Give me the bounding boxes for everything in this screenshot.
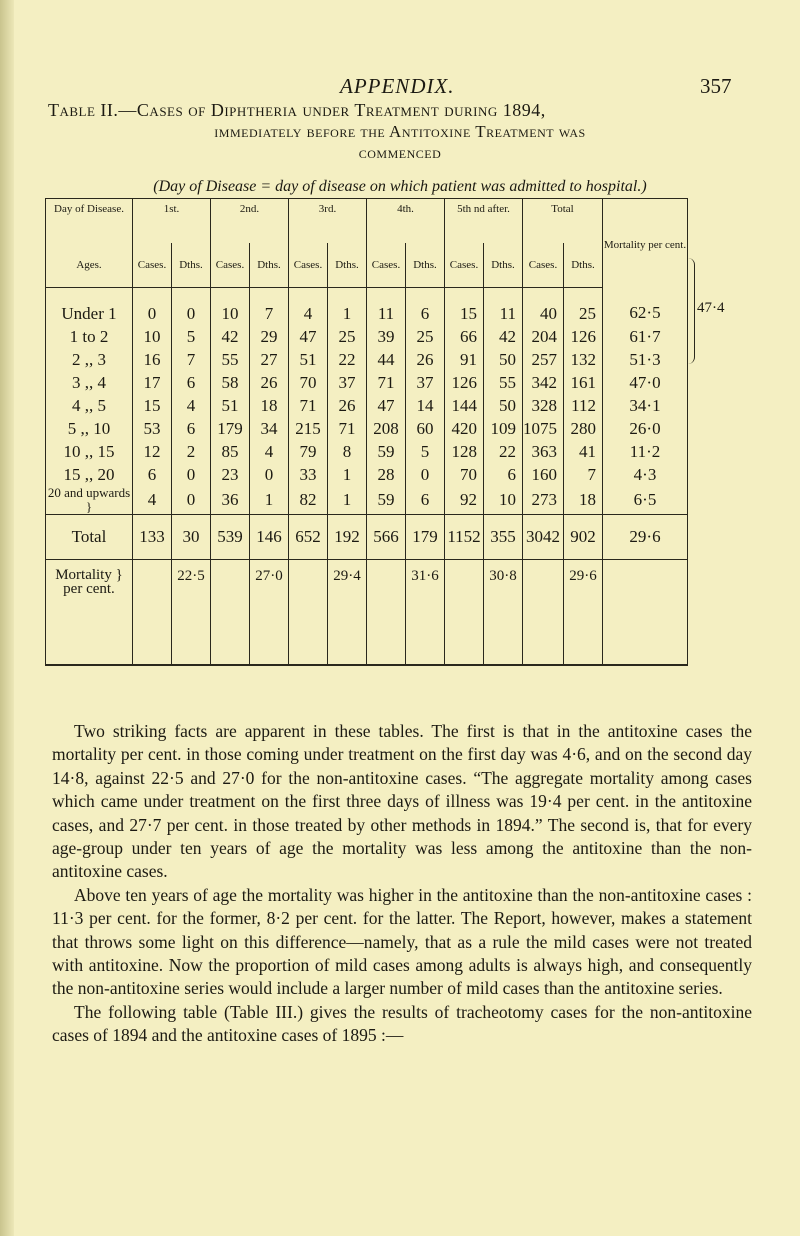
deaths-value: 26 bbox=[250, 371, 289, 394]
cases-header: Cases. bbox=[445, 243, 484, 288]
deaths-value: 1 bbox=[328, 288, 367, 326]
cases-value: 128 bbox=[445, 440, 484, 463]
cases-header: Cases. bbox=[289, 243, 328, 288]
day-header: 3rd. bbox=[289, 199, 367, 244]
cases-header: Cases. bbox=[133, 243, 172, 288]
day-of-disease-header: Day of Disease. bbox=[46, 199, 133, 244]
cases-value: 91 bbox=[445, 348, 484, 371]
table-row bbox=[46, 486, 688, 515]
day-header: 1st. bbox=[133, 199, 211, 244]
deaths-header: Dths. bbox=[328, 243, 367, 288]
deaths-value: 22 bbox=[328, 348, 367, 371]
deaths-value: 5 bbox=[406, 440, 445, 463]
mortality-percent: 27·0 bbox=[250, 560, 289, 666]
cases-value: 328 bbox=[523, 394, 564, 417]
deaths-value: 50 bbox=[484, 348, 523, 371]
cases-value: 85 bbox=[211, 440, 250, 463]
mortality-percent: 31·6 bbox=[406, 560, 445, 666]
mortality-value: 6·5 bbox=[603, 486, 688, 515]
cases-value: 0 bbox=[133, 288, 172, 326]
empty-cell bbox=[211, 560, 250, 666]
deaths-value: 6 bbox=[172, 417, 211, 440]
deaths-value: 26 bbox=[406, 348, 445, 371]
paragraph: Above ten years of age the mortality was higher in the antitoxine than the non-antitoxine cases : 11·3 per cent. for the former, 8·2 per cent. for the latter. The Report, however, makes a statement that throws some light on this difference—namely, that as a rule the mild cases were not treated with antitoxine. Now the proportion of mild cases among adults is always high, and consequently the non-antitoxine series would include a larger number of mild cases than the antitoxine series. bbox=[52, 884, 752, 999]
table-row bbox=[46, 371, 688, 394]
deaths-value: 25 bbox=[328, 325, 367, 348]
deaths-value: 7 bbox=[172, 348, 211, 371]
cases-value: 47 bbox=[367, 394, 406, 417]
cases-value: 28 bbox=[367, 463, 406, 486]
cases-value: 257 bbox=[523, 348, 564, 371]
page-number: 357 bbox=[700, 74, 732, 98]
table-row bbox=[46, 463, 688, 486]
total-mortality: 29·6 bbox=[603, 515, 688, 560]
cases-value: 1075 bbox=[523, 417, 564, 440]
deaths-value: 2 bbox=[172, 440, 211, 463]
paragraph: Two striking facts are apparent in these tables. The first is that in the antitoxine cases the mortality per cent. in those coming under treatment on the first day was 4·6, and on the second day 14·8, against 22·5 and 27·0 for the non-antitoxine cases. “The aggregate mortality among cases which came under treatment on the first three days of illness was 19·4 per cent. in the antitoxine cases, and 27·7 per cent. in those treated by other methods in 1894.” The second is, that for every age-group under ten years of age the mortality was less among the antitoxine than the non-antitoxine cases. bbox=[52, 721, 752, 882]
cases-header: Cases. bbox=[211, 243, 250, 288]
deaths-value: 6 bbox=[172, 371, 211, 394]
deaths-value: 7 bbox=[564, 463, 603, 486]
cases-value: 179 bbox=[211, 417, 250, 440]
mortality-value: 47·0 bbox=[603, 371, 688, 394]
mortality-value: 62·5 bbox=[603, 288, 688, 326]
deaths-value: 18 bbox=[564, 486, 603, 515]
age-group: 1 to 2 bbox=[46, 325, 133, 348]
cases-value: 33 bbox=[289, 463, 328, 486]
paragraph: The following table (Table III.) gives the results of tracheotomy cases for the non-antitoxine cases of 1894 and the antitoxine cases of 1895 :— bbox=[52, 1001, 752, 1046]
brace-icon bbox=[688, 258, 695, 364]
deaths-value: 112 bbox=[564, 394, 603, 417]
deaths-value: 11 bbox=[484, 288, 523, 326]
deaths-value: 22 bbox=[484, 440, 523, 463]
cases-value: 23 bbox=[211, 463, 250, 486]
deaths-value: 4 bbox=[250, 440, 289, 463]
cases-value: 215 bbox=[289, 417, 328, 440]
deaths-value: 71 bbox=[328, 417, 367, 440]
table-row bbox=[46, 394, 688, 417]
age-group: Under 1 bbox=[46, 288, 133, 326]
cases-value: 51 bbox=[289, 348, 328, 371]
cases-value: 273 bbox=[523, 486, 564, 515]
age-group: 5 ,, 10 bbox=[46, 417, 133, 440]
deaths-value: 42 bbox=[484, 325, 523, 348]
deaths-value: 18 bbox=[250, 394, 289, 417]
deaths-header: Dths. bbox=[484, 243, 523, 288]
total-value: 133 bbox=[133, 515, 172, 560]
cases-value: 12 bbox=[133, 440, 172, 463]
cases-value: 4 bbox=[133, 486, 172, 515]
deaths-value: 0 bbox=[406, 463, 445, 486]
cases-value: 55 bbox=[211, 348, 250, 371]
cases-value: 4 bbox=[289, 288, 328, 326]
mortality-percent: 30·8 bbox=[484, 560, 523, 666]
cases-value: 39 bbox=[367, 325, 406, 348]
deaths-header: Dths. bbox=[564, 243, 603, 288]
cases-value: 204 bbox=[523, 325, 564, 348]
header-row-sub bbox=[46, 243, 688, 288]
deaths-value: 4 bbox=[172, 394, 211, 417]
total-value: 1152 bbox=[445, 515, 484, 560]
cases-value: 82 bbox=[289, 486, 328, 515]
deaths-value: 27 bbox=[250, 348, 289, 371]
table-title-line: immediately before the Antitoxine Treatment was bbox=[214, 122, 586, 141]
cases-value: 58 bbox=[211, 371, 250, 394]
cases-header: Cases. bbox=[523, 243, 564, 288]
table-row bbox=[46, 325, 688, 348]
deaths-value: 6 bbox=[406, 486, 445, 515]
cases-value: 144 bbox=[445, 394, 484, 417]
age-group: 3 ,, 4 bbox=[46, 371, 133, 394]
deaths-value: 50 bbox=[484, 394, 523, 417]
mortality-percent: 29·4 bbox=[328, 560, 367, 666]
cases-value: 160 bbox=[523, 463, 564, 486]
table-subtitle: (Day of Disease = day of disease on which patient was admitted to hospital.) bbox=[153, 178, 647, 195]
age-group: 2 ,, 3 bbox=[46, 348, 133, 371]
cases-value: 6 bbox=[133, 463, 172, 486]
cases-value: 342 bbox=[523, 371, 564, 394]
deaths-value: 6 bbox=[406, 288, 445, 326]
deaths-value: 10 bbox=[484, 486, 523, 515]
cases-header: Cases. bbox=[367, 243, 406, 288]
deaths-value: 7 bbox=[250, 288, 289, 326]
cases-value: 11 bbox=[367, 288, 406, 326]
deaths-value: 25 bbox=[406, 325, 445, 348]
empty-cell bbox=[289, 560, 328, 666]
age-group: 15 ,, 20 bbox=[46, 463, 133, 486]
age-group: 20 and upwards } bbox=[46, 486, 133, 515]
empty-cell bbox=[603, 560, 688, 666]
deaths-value: 1 bbox=[328, 463, 367, 486]
cases-value: 40 bbox=[523, 288, 564, 326]
deaths-value: 37 bbox=[406, 371, 445, 394]
total-value: 566 bbox=[367, 515, 406, 560]
total-value: 355 bbox=[484, 515, 523, 560]
mortality-value: 61·7 bbox=[603, 325, 688, 348]
deaths-value: 14 bbox=[406, 394, 445, 417]
table-title bbox=[48, 100, 752, 163]
deaths-header: Dths. bbox=[406, 243, 445, 288]
total-value: 902 bbox=[564, 515, 603, 560]
empty-cell bbox=[523, 560, 564, 666]
day-header: 2nd. bbox=[211, 199, 289, 244]
cases-value: 59 bbox=[367, 440, 406, 463]
cases-value: 15 bbox=[445, 288, 484, 326]
page-edge-shadow bbox=[0, 0, 14, 1236]
empty-cell bbox=[445, 560, 484, 666]
deaths-value: 34 bbox=[250, 417, 289, 440]
cases-value: 208 bbox=[367, 417, 406, 440]
deaths-value: 161 bbox=[564, 371, 603, 394]
cases-value: 44 bbox=[367, 348, 406, 371]
deaths-value: 29 bbox=[250, 325, 289, 348]
table-title-line: Table II.—Cases of Diphtheria under Treatment during 1894, bbox=[48, 100, 546, 120]
mortality-percent: 29·6 bbox=[564, 560, 603, 666]
cases-value: 17 bbox=[133, 371, 172, 394]
table-row bbox=[46, 417, 688, 440]
total-value: 652 bbox=[289, 515, 328, 560]
table-title-line: commenced bbox=[358, 143, 442, 162]
cases-value: 47 bbox=[289, 325, 328, 348]
cases-value: 10 bbox=[211, 288, 250, 326]
day-header: Total bbox=[523, 199, 603, 244]
mortality-row-label: Mortality } per cent. bbox=[46, 560, 133, 666]
deaths-value: 6 bbox=[484, 463, 523, 486]
cases-value: 71 bbox=[367, 371, 406, 394]
deaths-value: 1 bbox=[250, 486, 289, 515]
cases-value: 363 bbox=[523, 440, 564, 463]
mortality-header: Mortality per cent. bbox=[603, 199, 688, 288]
mortality-value: 26·0 bbox=[603, 417, 688, 440]
header-row-days bbox=[46, 199, 688, 244]
deaths-value: 280 bbox=[564, 417, 603, 440]
deaths-value: 132 bbox=[564, 348, 603, 371]
cases-value: 70 bbox=[445, 463, 484, 486]
deaths-value: 37 bbox=[328, 371, 367, 394]
cases-value: 51 bbox=[211, 394, 250, 417]
total-value: 192 bbox=[328, 515, 367, 560]
total-label: Total bbox=[46, 515, 133, 560]
deaths-value: 1 bbox=[328, 486, 367, 515]
cases-value: 420 bbox=[445, 417, 484, 440]
cases-value: 66 bbox=[445, 325, 484, 348]
deaths-value: 5 bbox=[172, 325, 211, 348]
deaths-value: 8 bbox=[328, 440, 367, 463]
mortality-value: 34·1 bbox=[603, 394, 688, 417]
total-value: 539 bbox=[211, 515, 250, 560]
mortality-percent: 22·5 bbox=[172, 560, 211, 666]
cases-value: 70 bbox=[289, 371, 328, 394]
deaths-value: 25 bbox=[564, 288, 603, 326]
cases-value: 36 bbox=[211, 486, 250, 515]
day-header: 4th. bbox=[367, 199, 445, 244]
table-row bbox=[46, 440, 688, 463]
deaths-value: 55 bbox=[484, 371, 523, 394]
deaths-value: 0 bbox=[172, 463, 211, 486]
cases-value: 59 bbox=[367, 486, 406, 515]
mortality-value: 11·2 bbox=[603, 440, 688, 463]
diphtheria-table bbox=[45, 198, 688, 666]
total-value: 146 bbox=[250, 515, 289, 560]
deaths-header: Dths. bbox=[172, 243, 211, 288]
deaths-value: 109 bbox=[484, 417, 523, 440]
age-group: 10 ,, 15 bbox=[46, 440, 133, 463]
cases-value: 10 bbox=[133, 325, 172, 348]
empty-cell bbox=[133, 560, 172, 666]
brace-value: 47·4 bbox=[697, 300, 725, 316]
mortality-value: 51·3 bbox=[603, 348, 688, 371]
deaths-value: 126 bbox=[564, 325, 603, 348]
age-group: 4 ,, 5 bbox=[46, 394, 133, 417]
ages-header: Ages. bbox=[46, 243, 133, 288]
cases-value: 79 bbox=[289, 440, 328, 463]
deaths-value: 0 bbox=[172, 486, 211, 515]
deaths-header: Dths. bbox=[250, 243, 289, 288]
deaths-value: 26 bbox=[328, 394, 367, 417]
running-title: APPENDIX. bbox=[340, 74, 455, 98]
total-value: 30 bbox=[172, 515, 211, 560]
day-header: 5th nd after. bbox=[445, 199, 523, 244]
deaths-value: 0 bbox=[172, 288, 211, 326]
cases-value: 15 bbox=[133, 394, 172, 417]
cases-value: 92 bbox=[445, 486, 484, 515]
deaths-value: 41 bbox=[564, 440, 603, 463]
empty-cell bbox=[367, 560, 406, 666]
table-row bbox=[46, 348, 688, 371]
cases-value: 126 bbox=[445, 371, 484, 394]
deaths-value: 0 bbox=[250, 463, 289, 486]
total-value: 3042 bbox=[523, 515, 564, 560]
cases-value: 53 bbox=[133, 417, 172, 440]
cases-value: 71 bbox=[289, 394, 328, 417]
cases-value: 42 bbox=[211, 325, 250, 348]
total-row bbox=[46, 515, 688, 560]
mortality-value: 4·3 bbox=[603, 463, 688, 486]
total-value: 179 bbox=[406, 515, 445, 560]
table-row bbox=[46, 288, 688, 326]
mortality-row bbox=[46, 560, 688, 666]
body-text bbox=[52, 720, 752, 1048]
cases-value: 16 bbox=[133, 348, 172, 371]
deaths-value: 60 bbox=[406, 417, 445, 440]
